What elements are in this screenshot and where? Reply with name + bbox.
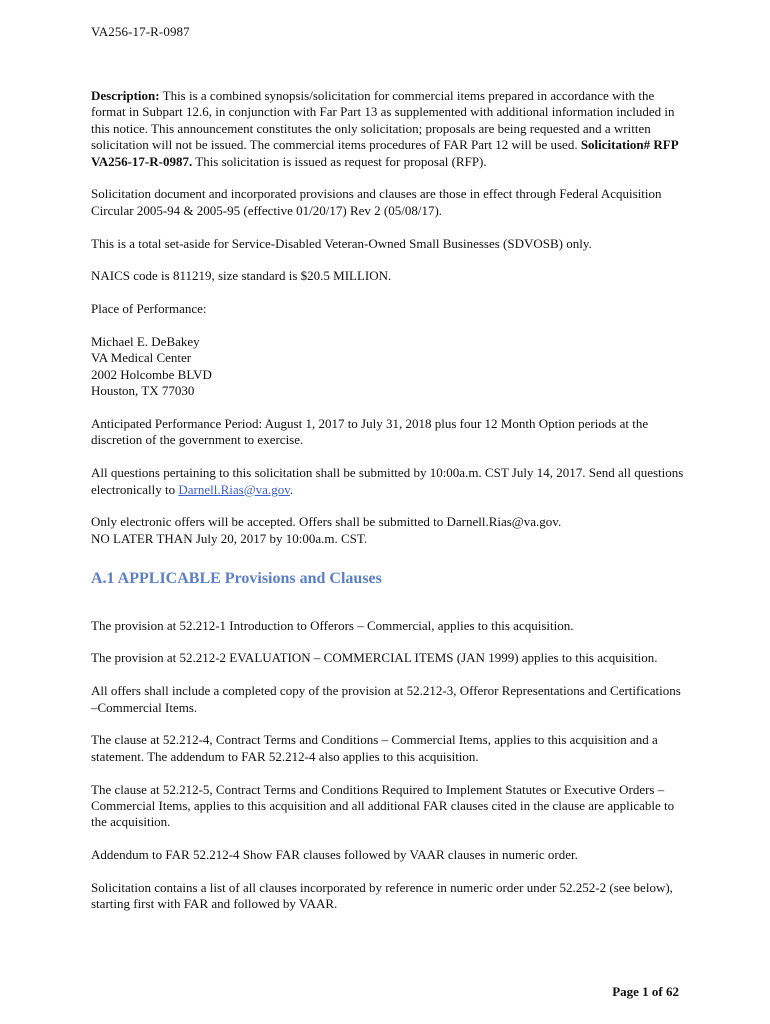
solicitation-number: Solicitation# RFP VA256-17-R-0987. <box>91 137 678 169</box>
email-link[interactable]: Darnell.Rias@va.gov <box>178 481 290 497</box>
document-body <box>91 88 687 929</box>
offers-line: Only electronic offers will be accepted. Offers shall be submitted to Darnell.Rias@va.gov. <box>91 514 562 530</box>
clause-paragraph: Addendum to FAR 52.212-4 Show FAR clauses followed by VAAR clauses in numeric order. <box>91 847 578 863</box>
performance-period-paragraph: Anticipated Performance Period: August 1, 2017 to July 31, 2018 plus four 12 Month Option periods at the discretion of the government to exercise. <box>91 416 649 448</box>
address-line: Houston, TX 77030 <box>91 383 195 399</box>
description-label: Description: <box>91 88 160 103</box>
page-number: Page 1 of 62 <box>612 984 679 999</box>
description-text: This is a combined synopsis/solicitation for commercial items prepared in accordance with the format in Subpart 12.6, in conjunction with Far Part 13 as supplemented with additional information included in this notice. This announcement constitutes the only solicitation; proposals are being requested and a written solicitation will not be issued. The commercial items procedures of FAR Part 12 will be used. <box>91 88 675 153</box>
clause-paragraph: All offers shall include a completed copy of the provision at 52.212-3, Offeror Representations and Certifications –Commercial Items. <box>91 683 681 715</box>
section-heading: A.1 APPLICABLE Provisions and Clauses <box>91 570 382 588</box>
clause-paragraph: The provision at 52.212-2 EVALUATION – COMMERCIAL ITEMS (JAN 1999) applies to this acquisition. <box>91 650 658 666</box>
questions-text: All questions pertaining to this solicitation shall be submitted by 10:00a.m. CST July 14, 2017. Send all questions electronically to <box>91 465 684 497</box>
naics-paragraph: NAICS code is 811219, size standard is $20.5 MILLION. <box>91 268 392 284</box>
far-circular-paragraph: Solicitation document and incorporated provisions and clauses are those in effect through Federal Acquisition Circular 2005-94 & 2005-95 (effective 01/20/17) Rev 2 (05/08/17). <box>91 186 662 218</box>
address-line: VA Medical Center <box>91 350 192 366</box>
address-block <box>91 334 687 400</box>
address-line: 2002 Holcombe BLVD <box>91 366 212 382</box>
address-line: Michael E. DeBakey <box>91 334 200 350</box>
description-text-end: This solicitation is issued as request for proposal (RFP). <box>192 153 487 169</box>
offers-deadline: NO LATER THAN July 20, 2017 by 10:00a.m. CST. <box>91 530 368 546</box>
clause-paragraph: Solicitation contains a list of all clauses incorporated by reference in numeric order under 52.252-2 (see below), starting first with FAR and followed by VAAR. <box>91 880 673 912</box>
clause-paragraph: The provision at 52.212-1 Introduction to Offerors – Commercial, applies to this acquisition. <box>91 617 574 633</box>
clause-paragraph: The clause at 52.212-4, Contract Terms and Conditions – Commercial Items, applies to this acquisition and a statement. The addendum to FAR 52.212-4 also applies to this acquisition. <box>91 732 658 764</box>
set-aside-paragraph: This is a total set-aside for Service-Disabled Veteran-Owned Small Businesses (SDVOSB) only. <box>91 235 592 251</box>
document-id: VA256-17-R-0987 <box>91 24 190 39</box>
offers-paragraph <box>91 514 687 547</box>
description-paragraph <box>91 88 687 170</box>
place-of-performance-label: Place of Performance: <box>91 301 207 317</box>
clause-paragraph: The clause at 52.212-5, Contract Terms and Conditions Required to Implement Statutes or Executive Orders – Commercial Items, applies to this acquisition and all additional FAR clauses cited in the clause are applicable to the acquisition. <box>91 781 675 830</box>
questions-paragraph <box>91 465 687 498</box>
questions-end: . <box>289 481 294 497</box>
